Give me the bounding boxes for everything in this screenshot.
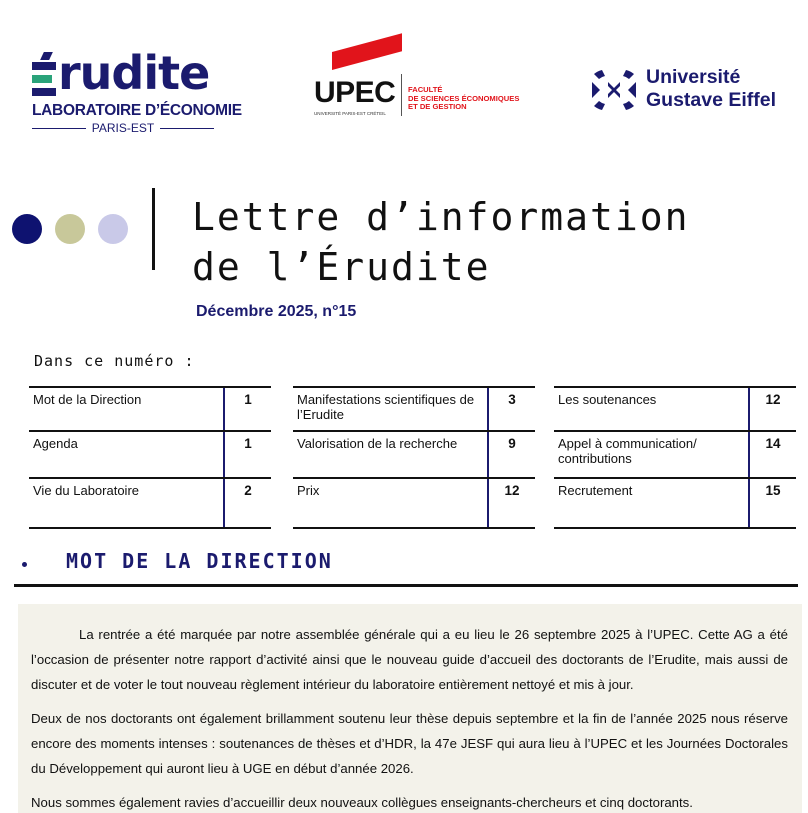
newsletter-title: Lettre d’information de l’Érudite (192, 195, 690, 289)
toc-item-page: 1 (244, 436, 252, 451)
body-paragraph-1: La rentrée a été marquée par notre assemblée générale qui a eu lieu le 26 septembre 2025 à l’UPEC. Cette AG a été l’occasion de présenter notre rapport d’activité ainsi que le nouveau guide d’accueil des doctorants de l’Erudite, mais aussi de discuter et de voter le tout nouveau règlement intérieur du laboratoire entièrement nettoyé et mis à jour. (31, 627, 788, 692)
toc-item-label: Mot de la Direction (29, 388, 225, 430)
issue-date: Décembre 2025, n°15 (196, 303, 357, 320)
upec-logo (312, 52, 527, 118)
body-paragraph-2: Deux de nos doctorants ont également brillamment soutenu leur thèse depuis septembre et la fin de l’année 2025 nous réserve encore des moments intenses : soutenances de thèses et d’HDR, la 47e JESF qui aura lieu à l’UPEC et les Journées Doctorales du Développement qui auront lieu à UGE en début d’année 2026. (31, 711, 788, 776)
toc-heading: Dans ce numéro : (34, 352, 195, 370)
gustave-eiffel-line1: Université (646, 66, 741, 88)
section-bullet-icon (22, 562, 27, 567)
body-paragraph-3: Nous sommes également ravies d’accueillir deux nouveaux collègues enseignants-chercheurs et cinq doctorants. (31, 795, 693, 810)
toc-item-page: 12 (504, 483, 520, 498)
toc-column-2 (293, 386, 535, 529)
toc-row[interactable] (554, 477, 796, 529)
toc-item-label: Appel à communication/ contributions (554, 432, 750, 477)
toc-item-label: Valorisation de la recherche (293, 432, 489, 477)
toc-item-page: 3 (508, 392, 516, 407)
toc-column-1 (29, 386, 271, 529)
toc-row[interactable] (29, 386, 271, 430)
toc-item-label: Prix (293, 479, 489, 527)
toc-item-page: 12 (765, 392, 781, 407)
decorative-dots (12, 214, 128, 244)
dot-navy (12, 214, 42, 244)
toc-item-page: 15 (765, 483, 781, 498)
section-title: MOT DE LA DIRECTION (66, 549, 333, 573)
toc-item-label: Recrutement (554, 479, 750, 527)
gustave-eiffel-emblem-icon (592, 68, 636, 112)
toc-item-label: Les soutenances (554, 388, 750, 430)
toc-item-label: Agenda (29, 432, 225, 477)
upec-subtitle: UNIVERSITÉ PARIS-EST CRÉTEIL (314, 111, 386, 116)
upec-wordmark: UPEC (314, 76, 396, 109)
erudite-wordmark: rudite (58, 46, 210, 100)
toc-item-label: Manifestations scientifiques de l’Erudite (293, 388, 489, 430)
toc-row[interactable] (29, 477, 271, 529)
toc-column-3 (554, 386, 796, 529)
direction-message (18, 604, 802, 813)
erudite-city: PARIS-EST (91, 121, 155, 135)
upec-faculty: FACULTÉ DE SCIENCES ÉCONOMIQUES ET DE GESTION (408, 85, 520, 112)
toc-row[interactable] (554, 430, 796, 477)
upec-red-slash (332, 33, 402, 70)
toc-item-page: 14 (765, 436, 781, 451)
toc-item-page: 9 (508, 436, 516, 451)
gustave-eiffel-logo (590, 66, 800, 114)
toc-item-page: 2 (244, 483, 252, 498)
erudite-e-glyph (32, 62, 56, 96)
toc-item-page: 1 (244, 392, 252, 407)
toc-item-label: Vie du Laboratoire (29, 479, 225, 527)
toc-row[interactable] (293, 430, 535, 477)
toc-row[interactable] (29, 430, 271, 477)
title-divider (152, 188, 155, 270)
dot-lavender (98, 214, 128, 244)
section-rule (14, 584, 798, 587)
erudite-logo (32, 46, 242, 135)
toc-row[interactable] (554, 386, 796, 430)
dot-olive (55, 214, 85, 244)
gustave-eiffel-line2: Gustave Eiffel (646, 89, 777, 111)
toc-row[interactable] (293, 386, 535, 430)
erudite-lab-label: LABORATOIRE D’ÉCONOMIE (32, 102, 242, 119)
toc-row[interactable] (293, 477, 535, 529)
